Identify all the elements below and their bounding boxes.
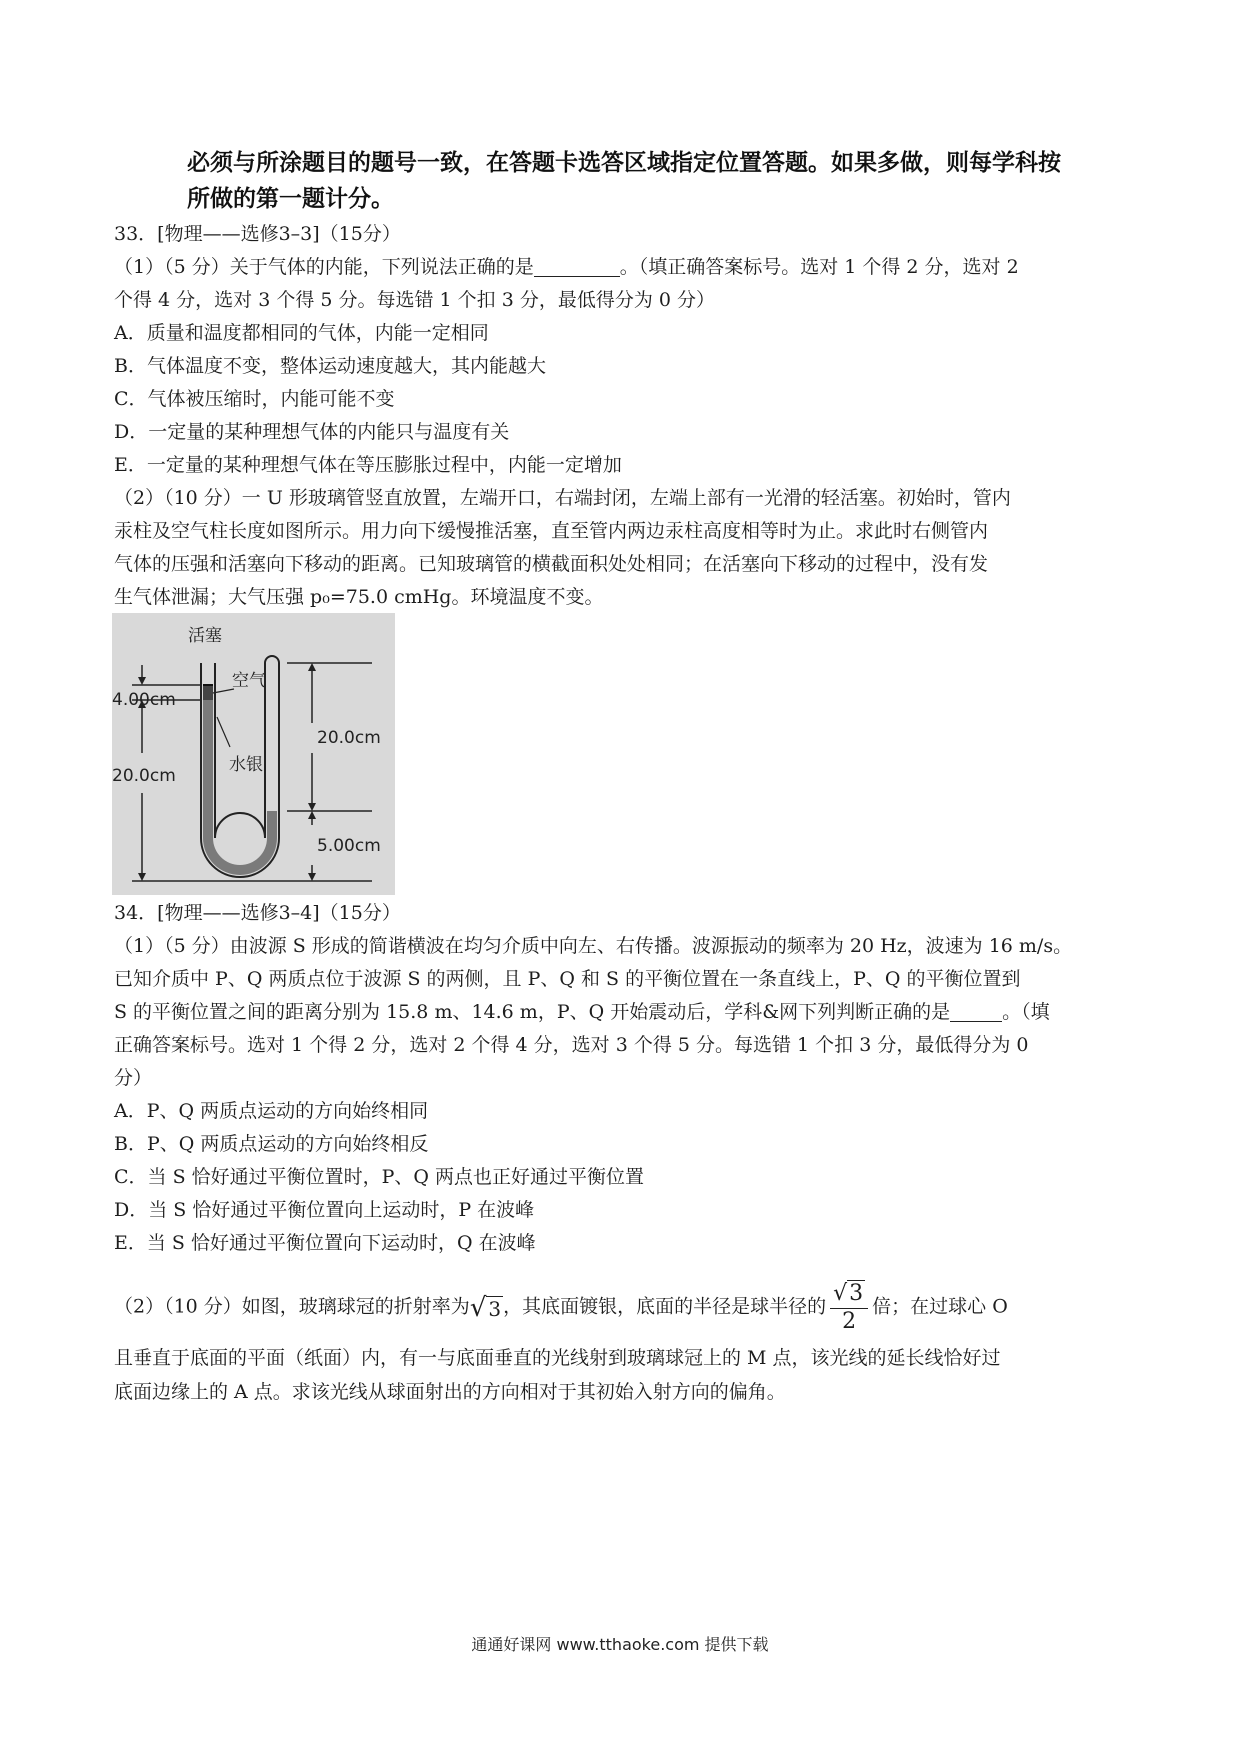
- answer-blank: [534, 256, 620, 277]
- instruction-line-2: 所做的第一题计分。: [187, 186, 394, 212]
- dim-right-bottom: 5.00cm: [317, 836, 381, 856]
- question-34: [114, 897, 1134, 1260]
- q33-header: 33．[物理——选修3–3]（15分）: [114, 223, 401, 245]
- q34-part1-line-1: （1）（5 分）由波源 S 形成的简谐横波在均匀介质中向左、右传播。波源振动的频率为 20 Hz，波速为 16 m/s。: [114, 935, 1073, 957]
- air-label: 空气: [232, 671, 266, 691]
- sqrt-three: √ 3: [469, 1292, 502, 1323]
- fraction-numerator: √3: [830, 1280, 868, 1309]
- q34-part2-line-3: 底面边缘上的 A 点。求该光线从球面射出的方向相对于其初始入射方向的偏角。: [114, 1381, 786, 1403]
- dim-left-bottom: 20.0cm: [112, 766, 176, 786]
- q34-part2-line-2: 且垂直于底面的平面（纸面）内，有一与底面垂直的光线射到玻璃球冠上的 M 点，该光线的延长线恰好过: [114, 1347, 1001, 1369]
- q34-option-d: D．当 S 恰好通过平衡位置向上运动时，P 在波峰: [114, 1199, 535, 1221]
- q34-part2-line-1: [114, 1280, 1134, 1335]
- q33-option-c: C．气体被压缩时，内能可能不变: [114, 388, 395, 410]
- dim-left-top: 4.00cm: [112, 690, 176, 710]
- q34-part1-line-3: [114, 996, 1134, 1029]
- answer-blank: [950, 1001, 1002, 1022]
- q33-part2-line-3: 气体的压强和活塞向下移动的距离。已知玻璃管的横截面积处处相同；在活塞向下移动的过程中，没有发: [114, 553, 989, 575]
- q33-option-b: B．气体温度不变，整体运动速度越大，其内能越大: [114, 355, 546, 377]
- q34-part2-text-a: （2）（10 分）如图，玻璃球冠的折射率为: [114, 1295, 470, 1318]
- q33-part2-line-1: （2）（10 分）一 U 形玻璃管竖直放置，左端开口，右端封闭，左端上部有一光滑的轻活塞。初始时，管内: [114, 487, 1011, 509]
- question-33: [114, 218, 1134, 614]
- q33-option-e: E．一定量的某种理想气体在等压膨胀过程中，内能一定增加: [114, 454, 622, 476]
- q33-part1-text-a: （1）（5 分）关于气体的内能，下列说法正确的是: [114, 256, 534, 278]
- q34-part1-line-5: 分）: [114, 1067, 153, 1089]
- q33-part1-text-b: 。（填正确答案标号。选对 1 个得 2 分，选对 2: [619, 256, 1019, 278]
- sqrt-radicand: 3: [488, 1296, 502, 1321]
- q34-option-b: B．P、Q 两质点运动的方向始终相反: [114, 1133, 429, 1155]
- q33-part2-line-2: 汞柱及空气柱长度如图所示。用力向下缓慢推活塞，直至管内两边汞柱高度相等时为止。求此时右侧管内: [114, 520, 989, 542]
- fraction-numerator-radicand: 3: [849, 1281, 864, 1306]
- u-tube-figure: [112, 613, 395, 895]
- q33-option-d: D．一定量的某种理想气体的内能只与温度有关: [114, 421, 510, 443]
- q34-header: 34．[物理——选修3–4]（15分）: [114, 902, 401, 924]
- q33-part2-line-4: 生气体泄漏；大气压强 p₀=75.0 cmHg。环境温度不变。: [114, 586, 604, 608]
- instruction-text: [187, 145, 1137, 217]
- piston: [203, 685, 213, 700]
- page-footer: 通通好课网 www.tthaoke.com 提供下载: [471, 1635, 769, 1654]
- q34-part2-text-b: ，其底面镀银，底面的半径是球半径的: [503, 1295, 827, 1318]
- q34-option-a: A．P、Q 两质点运动的方向始终相同: [114, 1100, 429, 1122]
- q34-option-c: C．当 S 恰好通过平衡位置时，P、Q 两点也正好通过平衡位置: [114, 1166, 645, 1188]
- u-tube-diagram: [112, 613, 395, 895]
- mercury-label: 水银: [229, 755, 263, 775]
- q33-part1: [114, 251, 1134, 284]
- dim-right-top: 20.0cm: [317, 728, 381, 748]
- fraction-denominator: 2: [842, 1309, 857, 1334]
- q34-option-e: E．当 S 恰好通过平衡位置向下运动时，Q 在波峰: [114, 1232, 536, 1254]
- q34-part2: [114, 1280, 1134, 1409]
- q34-part1-line-4: 正确答案标号。选对 1 个得 2 分，选对 2 个得 4 分，选对 3 个得 5 分。每选错 1 个扣 3 分，最低得分为 0: [114, 1034, 1029, 1056]
- instruction-line-1: 必须与所涂题目的题号一致，在答题卡选答区域指定位置答题。如果多做，则每学科按: [187, 150, 1061, 176]
- piston-label: 活塞: [188, 626, 222, 646]
- q34-part1-line-3-tail: 。（填: [1002, 1001, 1050, 1023]
- q33-option-a: A．质量和温度都相同的气体，内能一定相同: [114, 322, 489, 344]
- q33-part1-cont: 个得 4 分，选对 3 个得 5 分。每选错 1 个扣 3 分，最低得分为 0 分）: [114, 289, 716, 311]
- q34-part2-text-c: 倍；在过球心 O: [872, 1295, 1008, 1318]
- q34-part1-line-3-text: S 的平衡位置之间的距离分别为 15.8 m、14.6 m，P、Q 开始震动后，学科&网下列判断正确的是: [114, 1001, 951, 1023]
- q34-part1-line-2: 已知介质中 P、Q 两质点位于波源 S 的两侧，且 P、Q 和 S 的平衡位置在一条直线上，P、Q 的平衡位置到: [114, 968, 1021, 990]
- fraction-sqrt3-over-2: [830, 1280, 868, 1335]
